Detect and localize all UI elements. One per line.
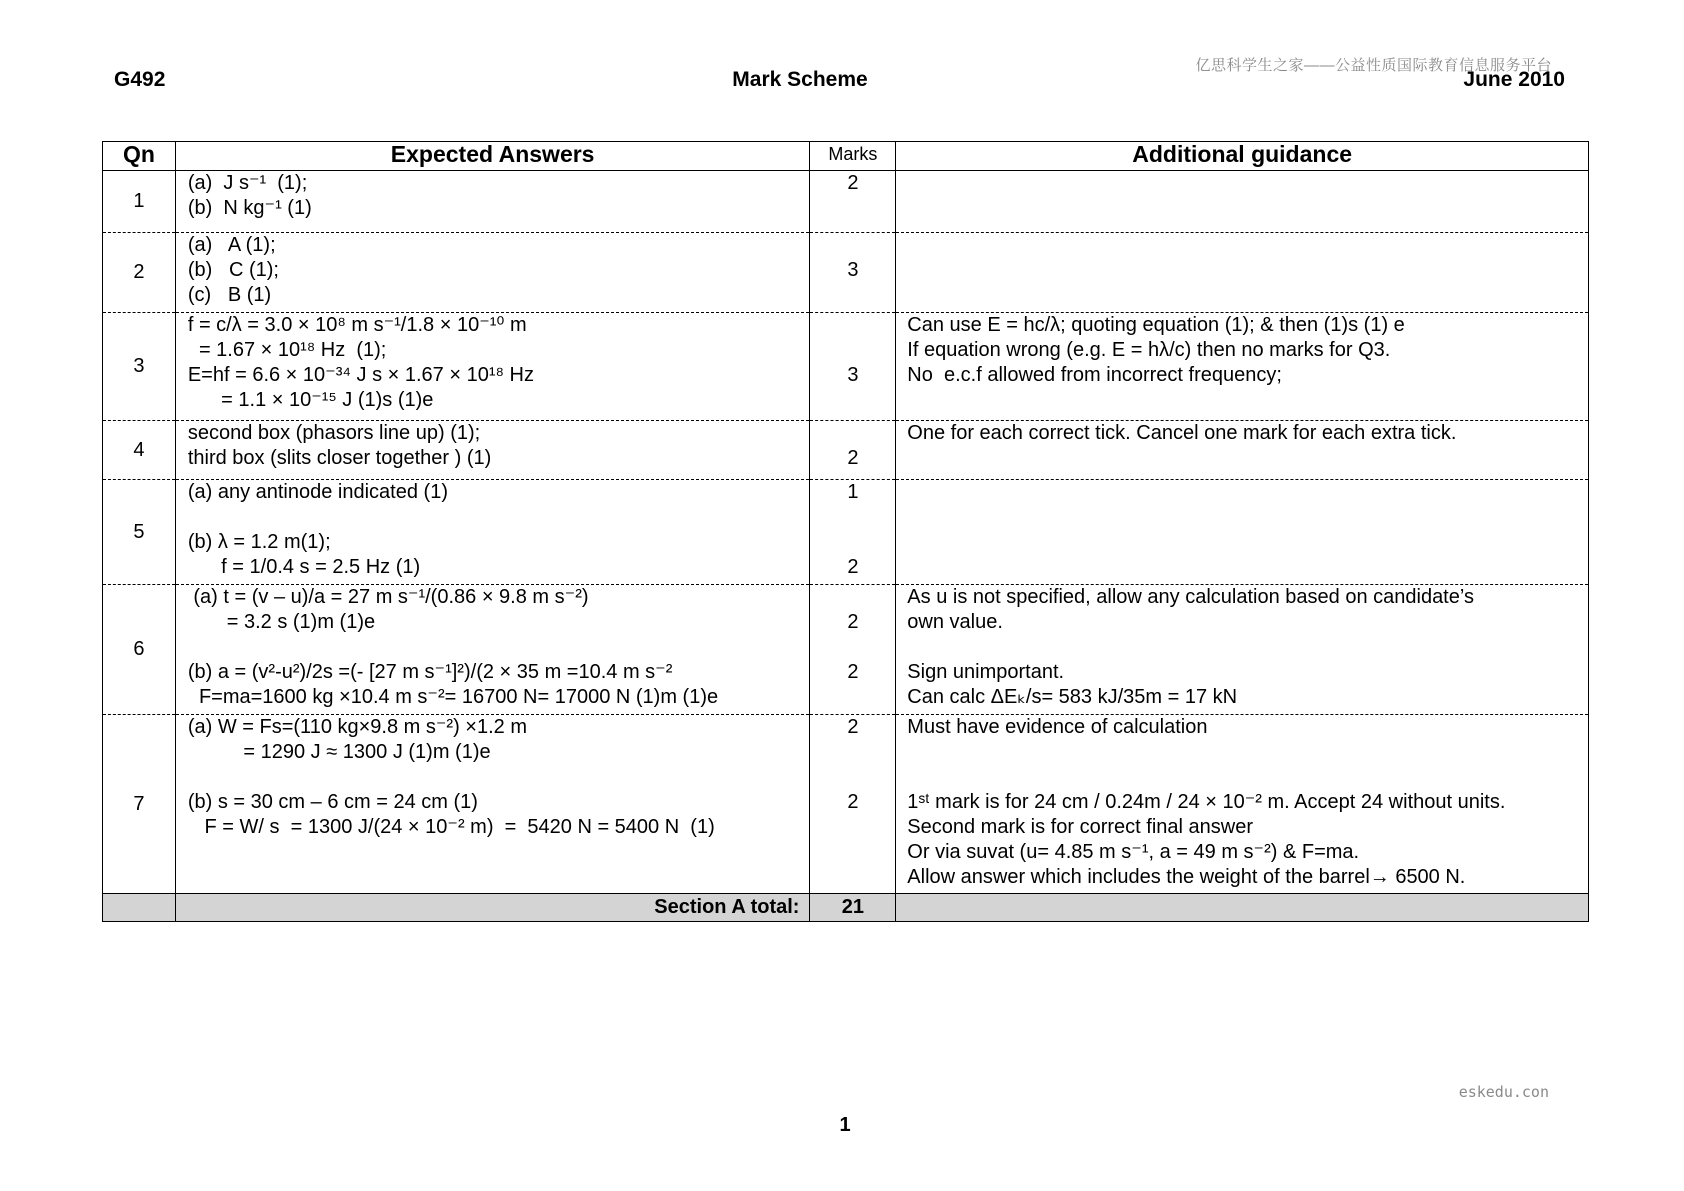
guidance-line — [907, 765, 1588, 790]
marks-value — [810, 421, 895, 446]
document-title: Mark Scheme — [732, 68, 868, 91]
guidance-line: Or via suvat (u= 4.85 m s⁻¹, a = 49 m s⁻²) & F=ma. — [907, 841, 1360, 863]
expected-answer-line: f = 1/0.4 s = 2.5 Hz (1) — [187, 556, 421, 578]
expected-answer-line: (b) a = (v²-u²)/2s =(- [27 m s⁻¹]²)/(2 × 35 m =10.4 m s⁻² — [187, 661, 673, 683]
guidance-line: If equation wrong (e.g. E = hλ/c) then no marks for Q3. — [907, 339, 1391, 361]
section-total-value: 21 — [810, 894, 896, 922]
marks-cell — [810, 171, 896, 233]
marks-value: 3 — [847, 364, 859, 386]
table-row — [103, 171, 1589, 233]
marks-cell — [810, 421, 896, 480]
expected-answer-line: (a) t = (v – u)/a = 27 m s⁻¹/(0.86 × 9.8 m s⁻²) — [187, 586, 589, 608]
marks-value: 2 — [847, 661, 859, 683]
marks-value — [810, 765, 895, 790]
marks-value: 3 — [847, 259, 859, 281]
expected-answer-line — [188, 765, 810, 790]
expected-answer-line: (a) J s⁻¹ (1); — [187, 172, 308, 194]
total-qn-cell — [103, 894, 176, 922]
answers-cell — [175, 585, 810, 715]
total-row — [103, 894, 1589, 922]
guidance-line: As u is not specified, allow any calculation based on candidate’s — [907, 586, 1474, 608]
total-guidance-cell — [896, 894, 1589, 922]
guidance-line — [907, 635, 1588, 660]
marks-value — [810, 530, 895, 555]
expected-answer-line: (b) s = 30 cm – 6 cm = 24 cm (1) — [187, 791, 478, 813]
expected-answer-line: (b) λ = 1.2 m(1); — [187, 531, 331, 553]
guidance-cell — [896, 421, 1589, 480]
expected-answer-line: (a) W = Fs=(110 kg×9.8 m s⁻²) ×1.2 m — [187, 716, 528, 738]
question-number: 1 — [103, 171, 176, 233]
guidance-line: One for each correct tick. Cancel one mark for each extra tick. — [907, 422, 1457, 444]
guidance-cell — [896, 233, 1589, 313]
answers-cell — [175, 480, 810, 585]
marks-value — [810, 505, 895, 530]
marks-value — [810, 338, 895, 363]
question-number: 5 — [103, 480, 176, 585]
page-number: 1 — [839, 1114, 851, 1136]
expected-answer-line: second box (phasors line up) (1); — [187, 422, 481, 444]
table-row — [103, 715, 1589, 894]
marks-value — [810, 233, 895, 258]
question-number: 2 — [103, 233, 176, 313]
exam-code: G492 — [114, 68, 166, 91]
marks-value: 2 — [847, 716, 859, 738]
guidance-cell — [896, 313, 1589, 421]
answers-cell — [175, 233, 810, 313]
column-header-marks: Marks — [810, 142, 896, 171]
marks-value — [810, 740, 895, 765]
marks-cell — [810, 585, 896, 715]
answers-cell — [175, 171, 810, 233]
guidance-line: Must have evidence of calculation — [907, 716, 1208, 738]
guidance-line: No e.c.f allowed from incorrect frequency; — [907, 364, 1282, 386]
expected-answer-line: (a) any antinode indicated (1) — [187, 481, 448, 503]
column-header-qn: Qn — [103, 142, 176, 171]
watermark-text: 亿思科学生之家——公益性质国际教育信息服务平台 — [1195, 57, 1552, 74]
answers-cell — [175, 313, 810, 421]
table-row — [103, 421, 1589, 480]
expected-answer-line: = 1.1 × 10⁻¹⁵ J (1)s (1)e — [187, 389, 434, 411]
marks-value: 2 — [847, 172, 859, 194]
expected-answer-line: F = W/ s = 1300 J/(24 × 10⁻² m) = 5420 N = 5400 N (1) — [187, 816, 715, 838]
marks-value: 2 — [847, 611, 859, 633]
guidance-line: Sign unimportant. — [907, 661, 1065, 683]
table-body — [103, 171, 1589, 894]
guidance-line — [907, 740, 1588, 765]
marks-value — [810, 313, 895, 338]
guidance-cell — [896, 480, 1589, 585]
guidance-line: Can calc ΔEₖ/s= 583 kJ/35m = 17 kN — [907, 686, 1238, 708]
exam-date: June 2010 — [1463, 68, 1565, 91]
marks-value: 2 — [847, 556, 859, 578]
table-row — [103, 585, 1589, 715]
column-header-guidance: Additional guidance — [896, 142, 1589, 171]
guidance-cell — [896, 171, 1589, 233]
expected-answer-line: = 3.2 s (1)m (1)e — [187, 611, 376, 633]
marks-cell — [810, 480, 896, 585]
marks-value: 1 — [847, 481, 859, 503]
question-number: 3 — [103, 313, 176, 421]
marks-value: 2 — [847, 791, 859, 813]
marks-cell — [810, 233, 896, 313]
table-row — [103, 313, 1589, 421]
guidance-line: Second mark is for correct final answer — [907, 816, 1253, 838]
guidance-cell — [896, 585, 1589, 715]
guidance-line: Allow answer which includes the weight of the barrel→ 6500 N. — [907, 866, 1466, 888]
expected-answer-line: (b) N kg⁻¹ (1) — [187, 197, 312, 219]
column-header-answers: Expected Answers — [175, 142, 810, 171]
expected-answer-line: f = c/λ = 3.0 × 10⁸ m s⁻¹/1.8 × 10⁻¹⁰ m — [187, 314, 527, 336]
guidance-line: Can use E = hc/λ; quoting equation (1); & then (1)s (1) e — [907, 314, 1405, 336]
table-row — [103, 233, 1589, 313]
question-number: 6 — [103, 585, 176, 715]
answers-cell — [175, 715, 810, 894]
mark-scheme-table — [102, 141, 1589, 922]
expected-answer-line: third box (slits closer together ) (1) — [187, 447, 492, 469]
guidance-line: own value. — [907, 611, 1003, 633]
guidance-line: 1ˢᵗ mark is for 24 cm / 0.24m / 24 × 10⁻² m. Accept 24 without units. — [907, 791, 1506, 813]
answers-cell — [175, 421, 810, 480]
expected-answer-line: = 1290 J ≈ 1300 J (1)m (1)e — [187, 741, 491, 763]
marks-value — [810, 635, 895, 660]
marks-value — [810, 585, 895, 610]
section-total-label: Section A total: — [175, 894, 810, 922]
marks-cell — [810, 715, 896, 894]
site-watermark: eskedu.con — [1458, 1083, 1549, 1101]
marks-value: 2 — [847, 447, 859, 469]
question-number: 4 — [103, 421, 176, 480]
guidance-cell — [896, 715, 1589, 894]
table-header-row — [103, 142, 1589, 171]
expected-answer-line: E=hf = 6.6 × 10⁻³⁴ J s × 1.67 × 10¹⁸ Hz — [187, 364, 534, 386]
expected-answer-line: (b) C (1); — [187, 259, 279, 281]
expected-answer-line: (a) A (1); — [187, 234, 276, 256]
expected-answer-line: = 1.67 × 10¹⁸ Hz (1); — [187, 339, 387, 361]
expected-answer-line — [188, 635, 810, 660]
marks-cell — [810, 313, 896, 421]
expected-answer-line — [188, 505, 810, 530]
table-row — [103, 480, 1589, 585]
expected-answer-line: F=ma=1600 kg ×10.4 m s⁻²= 16700 N= 17000 N (1)m (1)e — [187, 686, 719, 708]
question-number: 7 — [103, 715, 176, 894]
expected-answer-line: (c) B (1) — [187, 284, 272, 306]
